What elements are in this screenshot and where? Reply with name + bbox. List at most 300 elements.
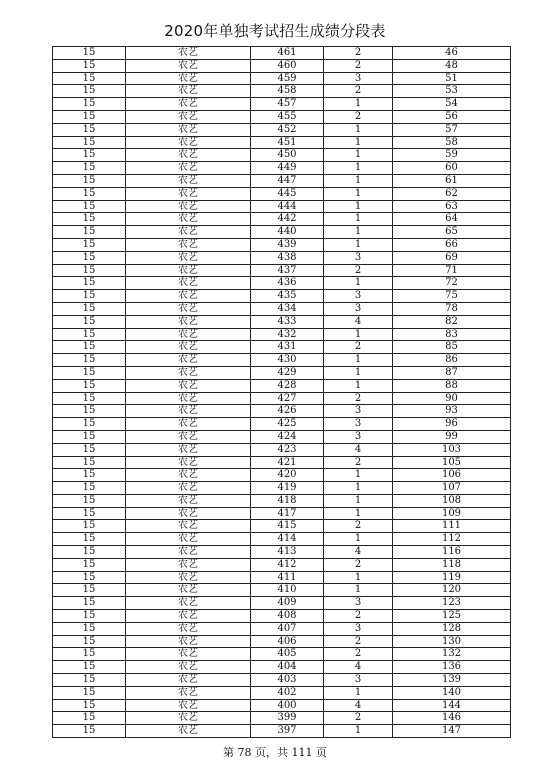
cumulative-cell: 86 [393,354,511,367]
score-cell: 445 [251,187,324,200]
table-row [53,456,511,469]
cumulative-cell: 112 [393,533,511,546]
count-cell: 1 [324,571,393,584]
count-cell: 2 [324,392,393,405]
subject-cell: 农艺 [126,520,251,533]
subject-cell: 农艺 [126,226,251,239]
table-row [53,251,511,264]
cumulative-cell: 78 [393,302,511,315]
category-cell: 15 [53,200,126,213]
cumulative-cell: 119 [393,571,511,584]
table-row [53,597,511,610]
count-cell: 1 [324,328,393,341]
count-cell: 3 [324,405,393,418]
cumulative-cell: 107 [393,482,511,495]
score-cell: 419 [251,482,324,495]
subject-cell: 农艺 [126,277,251,290]
table-row [53,546,511,559]
cumulative-cell: 116 [393,546,511,559]
score-cell: 444 [251,200,324,213]
subject-cell: 农艺 [126,174,251,187]
score-cell: 432 [251,328,324,341]
page-title: 2020年单独考试招生成绩分段表 [164,22,386,40]
table-row [53,187,511,200]
subject-cell: 农艺 [126,110,251,123]
score-cell: 418 [251,494,324,507]
category-cell: 15 [53,520,126,533]
subject-cell: 农艺 [126,354,251,367]
subject-cell: 农艺 [126,98,251,111]
category-cell: 15 [53,648,126,661]
subject-cell: 农艺 [126,725,251,738]
category-cell: 15 [53,379,126,392]
count-cell: 1 [324,379,393,392]
category-cell: 15 [53,136,126,149]
count-cell: 1 [324,200,393,213]
score-cell: 407 [251,622,324,635]
count-cell: 2 [324,59,393,72]
table-row [53,200,511,213]
cumulative-cell: 144 [393,699,511,712]
cumulative-cell: 136 [393,661,511,674]
footer-total-pages: 111 [291,746,313,759]
subject-cell: 农艺 [126,213,251,226]
score-cell: 452 [251,123,324,136]
score-cell: 447 [251,174,324,187]
subject-cell: 农艺 [126,443,251,456]
cumulative-cell: 140 [393,686,511,699]
category-cell: 15 [53,597,126,610]
table-row [53,648,511,661]
cumulative-cell: 96 [393,418,511,431]
subject-cell: 农艺 [126,290,251,303]
category-cell: 15 [53,546,126,559]
cumulative-cell: 123 [393,597,511,610]
count-cell: 1 [324,238,393,251]
page-footer [0,744,550,760]
count-cell: 1 [324,123,393,136]
table-row [53,494,511,507]
table-row [53,661,511,674]
category-cell: 15 [53,47,126,60]
count-cell: 3 [324,430,393,443]
category-cell: 15 [53,277,126,290]
category-cell: 15 [53,443,126,456]
subject-cell: 农艺 [126,558,251,571]
count-cell: 2 [324,110,393,123]
cumulative-cell: 46 [393,47,511,60]
subject-cell: 农艺 [126,571,251,584]
category-cell: 15 [53,430,126,443]
table-row [53,635,511,648]
table-row [53,469,511,482]
category-cell: 15 [53,584,126,597]
cumulative-cell: 53 [393,85,511,98]
score-cell: 438 [251,251,324,264]
subject-cell: 农艺 [126,136,251,149]
score-cell: 409 [251,597,324,610]
subject-cell: 农艺 [126,546,251,559]
category-cell: 15 [53,264,126,277]
cumulative-cell: 48 [393,59,511,72]
table-row [53,98,511,111]
category-cell: 15 [53,635,126,648]
category-cell: 15 [53,571,126,584]
table-row [53,699,511,712]
table-row [53,725,511,738]
table-row [53,302,511,315]
subject-cell: 农艺 [126,635,251,648]
table-row [53,85,511,98]
table-row [53,392,511,405]
table-row [53,162,511,175]
cumulative-cell: 88 [393,379,511,392]
category-cell: 15 [53,558,126,571]
subject-cell: 农艺 [126,341,251,354]
score-cell: 424 [251,430,324,443]
score-cell: 403 [251,674,324,687]
count-cell: 1 [324,187,393,200]
cumulative-cell: 71 [393,264,511,277]
score-cell: 415 [251,520,324,533]
cumulative-cell: 64 [393,213,511,226]
cumulative-cell: 58 [393,136,511,149]
subject-cell: 农艺 [126,456,251,469]
cumulative-cell: 59 [393,149,511,162]
count-cell: 2 [324,712,393,725]
count-cell: 4 [324,443,393,456]
category-cell: 15 [53,149,126,162]
score-cell: 399 [251,712,324,725]
category-cell: 15 [53,507,126,520]
score-cell: 410 [251,584,324,597]
subject-cell: 农艺 [126,482,251,495]
table-row [53,712,511,725]
cumulative-cell: 99 [393,430,511,443]
subject-cell: 农艺 [126,59,251,72]
category-cell: 15 [53,174,126,187]
table-row [53,610,511,623]
count-cell: 2 [324,47,393,60]
category-cell: 15 [53,85,126,98]
count-cell: 3 [324,418,393,431]
subject-cell: 农艺 [126,597,251,610]
table-row [53,379,511,392]
count-cell: 2 [324,635,393,648]
table-row [53,430,511,443]
score-cell: 434 [251,302,324,315]
subject-cell: 农艺 [126,610,251,623]
category-cell: 15 [53,123,126,136]
score-cell: 427 [251,392,324,405]
table-row [53,686,511,699]
score-cell: 457 [251,98,324,111]
count-cell: 2 [324,558,393,571]
subject-cell: 农艺 [126,85,251,98]
count-cell: 2 [324,648,393,661]
subject-cell: 农艺 [126,686,251,699]
cumulative-cell: 75 [393,290,511,303]
count-cell: 4 [324,661,393,674]
table-row [53,328,511,341]
table-row [53,341,511,354]
score-cell: 431 [251,341,324,354]
cumulative-cell: 83 [393,328,511,341]
table-row [53,571,511,584]
table-row [53,136,511,149]
score-cell: 426 [251,405,324,418]
count-cell: 1 [324,494,393,507]
cumulative-cell: 128 [393,622,511,635]
cumulative-cell: 118 [393,558,511,571]
table-row [53,366,511,379]
subject-cell: 农艺 [126,699,251,712]
table-row [53,149,511,162]
subject-cell: 农艺 [126,379,251,392]
cumulative-cell: 60 [393,162,511,175]
count-cell: 1 [324,98,393,111]
category-cell: 15 [53,418,126,431]
subject-cell: 农艺 [126,302,251,315]
count-cell: 4 [324,315,393,328]
category-cell: 15 [53,392,126,405]
table-row [53,405,511,418]
table-row [53,520,511,533]
score-cell: 458 [251,85,324,98]
table-row [53,533,511,546]
category-cell: 15 [53,328,126,341]
score-cell: 440 [251,226,324,239]
category-cell: 15 [53,110,126,123]
cumulative-cell: 87 [393,366,511,379]
table-row [53,443,511,456]
cumulative-cell: 51 [393,72,511,85]
subject-cell: 农艺 [126,72,251,85]
table-row [53,264,511,277]
count-cell: 3 [324,251,393,264]
score-cell: 430 [251,354,324,367]
score-cell: 455 [251,110,324,123]
table-row [53,213,511,226]
subject-cell: 农艺 [126,469,251,482]
count-cell: 1 [324,686,393,699]
cumulative-cell: 69 [393,251,511,264]
category-cell: 15 [53,302,126,315]
count-cell: 3 [324,622,393,635]
score-cell: 404 [251,661,324,674]
category-cell: 15 [53,699,126,712]
cumulative-cell: 111 [393,520,511,533]
count-cell: 2 [324,264,393,277]
score-cell: 411 [251,571,324,584]
cumulative-cell: 62 [393,187,511,200]
table-row [53,507,511,520]
category-cell: 15 [53,72,126,85]
count-cell: 2 [324,456,393,469]
category-cell: 15 [53,226,126,239]
cumulative-cell: 130 [393,635,511,648]
score-cell: 413 [251,546,324,559]
category-cell: 15 [53,187,126,200]
subject-cell: 农艺 [126,392,251,405]
count-cell: 2 [324,85,393,98]
score-cell: 439 [251,238,324,251]
count-cell: 3 [324,597,393,610]
category-cell: 15 [53,341,126,354]
category-cell: 15 [53,469,126,482]
cumulative-cell: 146 [393,712,511,725]
category-cell: 15 [53,251,126,264]
score-cell: 436 [251,277,324,290]
category-cell: 15 [53,238,126,251]
cumulative-cell: 54 [393,98,511,111]
category-cell: 15 [53,712,126,725]
subject-cell: 农艺 [126,430,251,443]
count-cell: 3 [324,290,393,303]
category-cell: 15 [53,533,126,546]
subject-cell: 农艺 [126,162,251,175]
cumulative-cell: 66 [393,238,511,251]
table-row [53,558,511,571]
score-cell: 423 [251,443,324,456]
subject-cell: 农艺 [126,238,251,251]
subject-cell: 农艺 [126,187,251,200]
table-row [53,110,511,123]
cumulative-cell: 125 [393,610,511,623]
score-cell: 442 [251,213,324,226]
count-cell: 1 [324,174,393,187]
score-cell: 414 [251,533,324,546]
table-row [53,482,511,495]
cumulative-cell: 72 [393,277,511,290]
score-cell: 402 [251,686,324,699]
category-cell: 15 [53,674,126,687]
subject-cell: 农艺 [126,584,251,597]
count-cell: 2 [324,341,393,354]
cumulative-cell: 106 [393,469,511,482]
score-cell: 428 [251,379,324,392]
score-cell: 408 [251,610,324,623]
score-cell: 450 [251,149,324,162]
subject-cell: 农艺 [126,533,251,546]
count-cell: 1 [324,162,393,175]
category-cell: 15 [53,290,126,303]
score-table-body [53,47,511,738]
subject-cell: 农艺 [126,366,251,379]
cumulative-cell: 139 [393,674,511,687]
table-row [53,174,511,187]
table-row [53,277,511,290]
count-cell: 1 [324,149,393,162]
cumulative-cell: 63 [393,200,511,213]
table-row [53,290,511,303]
table-row [53,674,511,687]
count-cell: 1 [324,213,393,226]
category-cell: 15 [53,98,126,111]
count-cell: 1 [324,533,393,546]
cumulative-cell: 65 [393,226,511,239]
subject-cell: 农艺 [126,418,251,431]
table-row [53,315,511,328]
subject-cell: 农艺 [126,405,251,418]
category-cell: 15 [53,482,126,495]
count-cell: 3 [324,674,393,687]
table-row [53,226,511,239]
count-cell: 1 [324,507,393,520]
cumulative-cell: 57 [393,123,511,136]
cumulative-cell: 56 [393,110,511,123]
cumulative-cell: 82 [393,315,511,328]
count-cell: 1 [324,354,393,367]
category-cell: 15 [53,661,126,674]
table-row [53,622,511,635]
count-cell: 1 [324,277,393,290]
count-cell: 3 [324,302,393,315]
table-row [53,123,511,136]
score-cell: 461 [251,47,324,60]
cumulative-cell: 85 [393,341,511,354]
footer-middle: 页，共 [255,746,288,759]
cumulative-cell: 147 [393,725,511,738]
score-table [52,46,511,738]
subject-cell: 农艺 [126,200,251,213]
score-cell: 460 [251,59,324,72]
count-cell: 2 [324,520,393,533]
cumulative-cell: 90 [393,392,511,405]
category-cell: 15 [53,59,126,72]
table-row [53,59,511,72]
table-row [53,72,511,85]
score-cell: 417 [251,507,324,520]
cumulative-cell: 109 [393,507,511,520]
score-cell: 433 [251,315,324,328]
category-cell: 15 [53,366,126,379]
subject-cell: 农艺 [126,328,251,341]
count-cell: 3 [324,72,393,85]
subject-cell: 农艺 [126,507,251,520]
cumulative-cell: 61 [393,174,511,187]
subject-cell: 农艺 [126,123,251,136]
category-cell: 15 [53,213,126,226]
subject-cell: 农艺 [126,315,251,328]
score-cell: 425 [251,418,324,431]
subject-cell: 农艺 [126,648,251,661]
count-cell: 4 [324,546,393,559]
footer-suffix: 页 [316,746,327,759]
category-cell: 15 [53,494,126,507]
score-cell: 451 [251,136,324,149]
category-cell: 15 [53,162,126,175]
score-cell: 405 [251,648,324,661]
count-cell: 1 [324,226,393,239]
count-cell: 1 [324,482,393,495]
subject-cell: 农艺 [126,674,251,687]
score-cell: 459 [251,72,324,85]
table-row [53,354,511,367]
subject-cell: 农艺 [126,712,251,725]
category-cell: 15 [53,456,126,469]
count-cell: 1 [324,584,393,597]
category-cell: 15 [53,622,126,635]
score-cell: 420 [251,469,324,482]
category-cell: 15 [53,686,126,699]
category-cell: 15 [53,610,126,623]
score-cell: 421 [251,456,324,469]
category-cell: 15 [53,725,126,738]
score-cell: 397 [251,725,324,738]
subject-cell: 农艺 [126,494,251,507]
table-row [53,418,511,431]
